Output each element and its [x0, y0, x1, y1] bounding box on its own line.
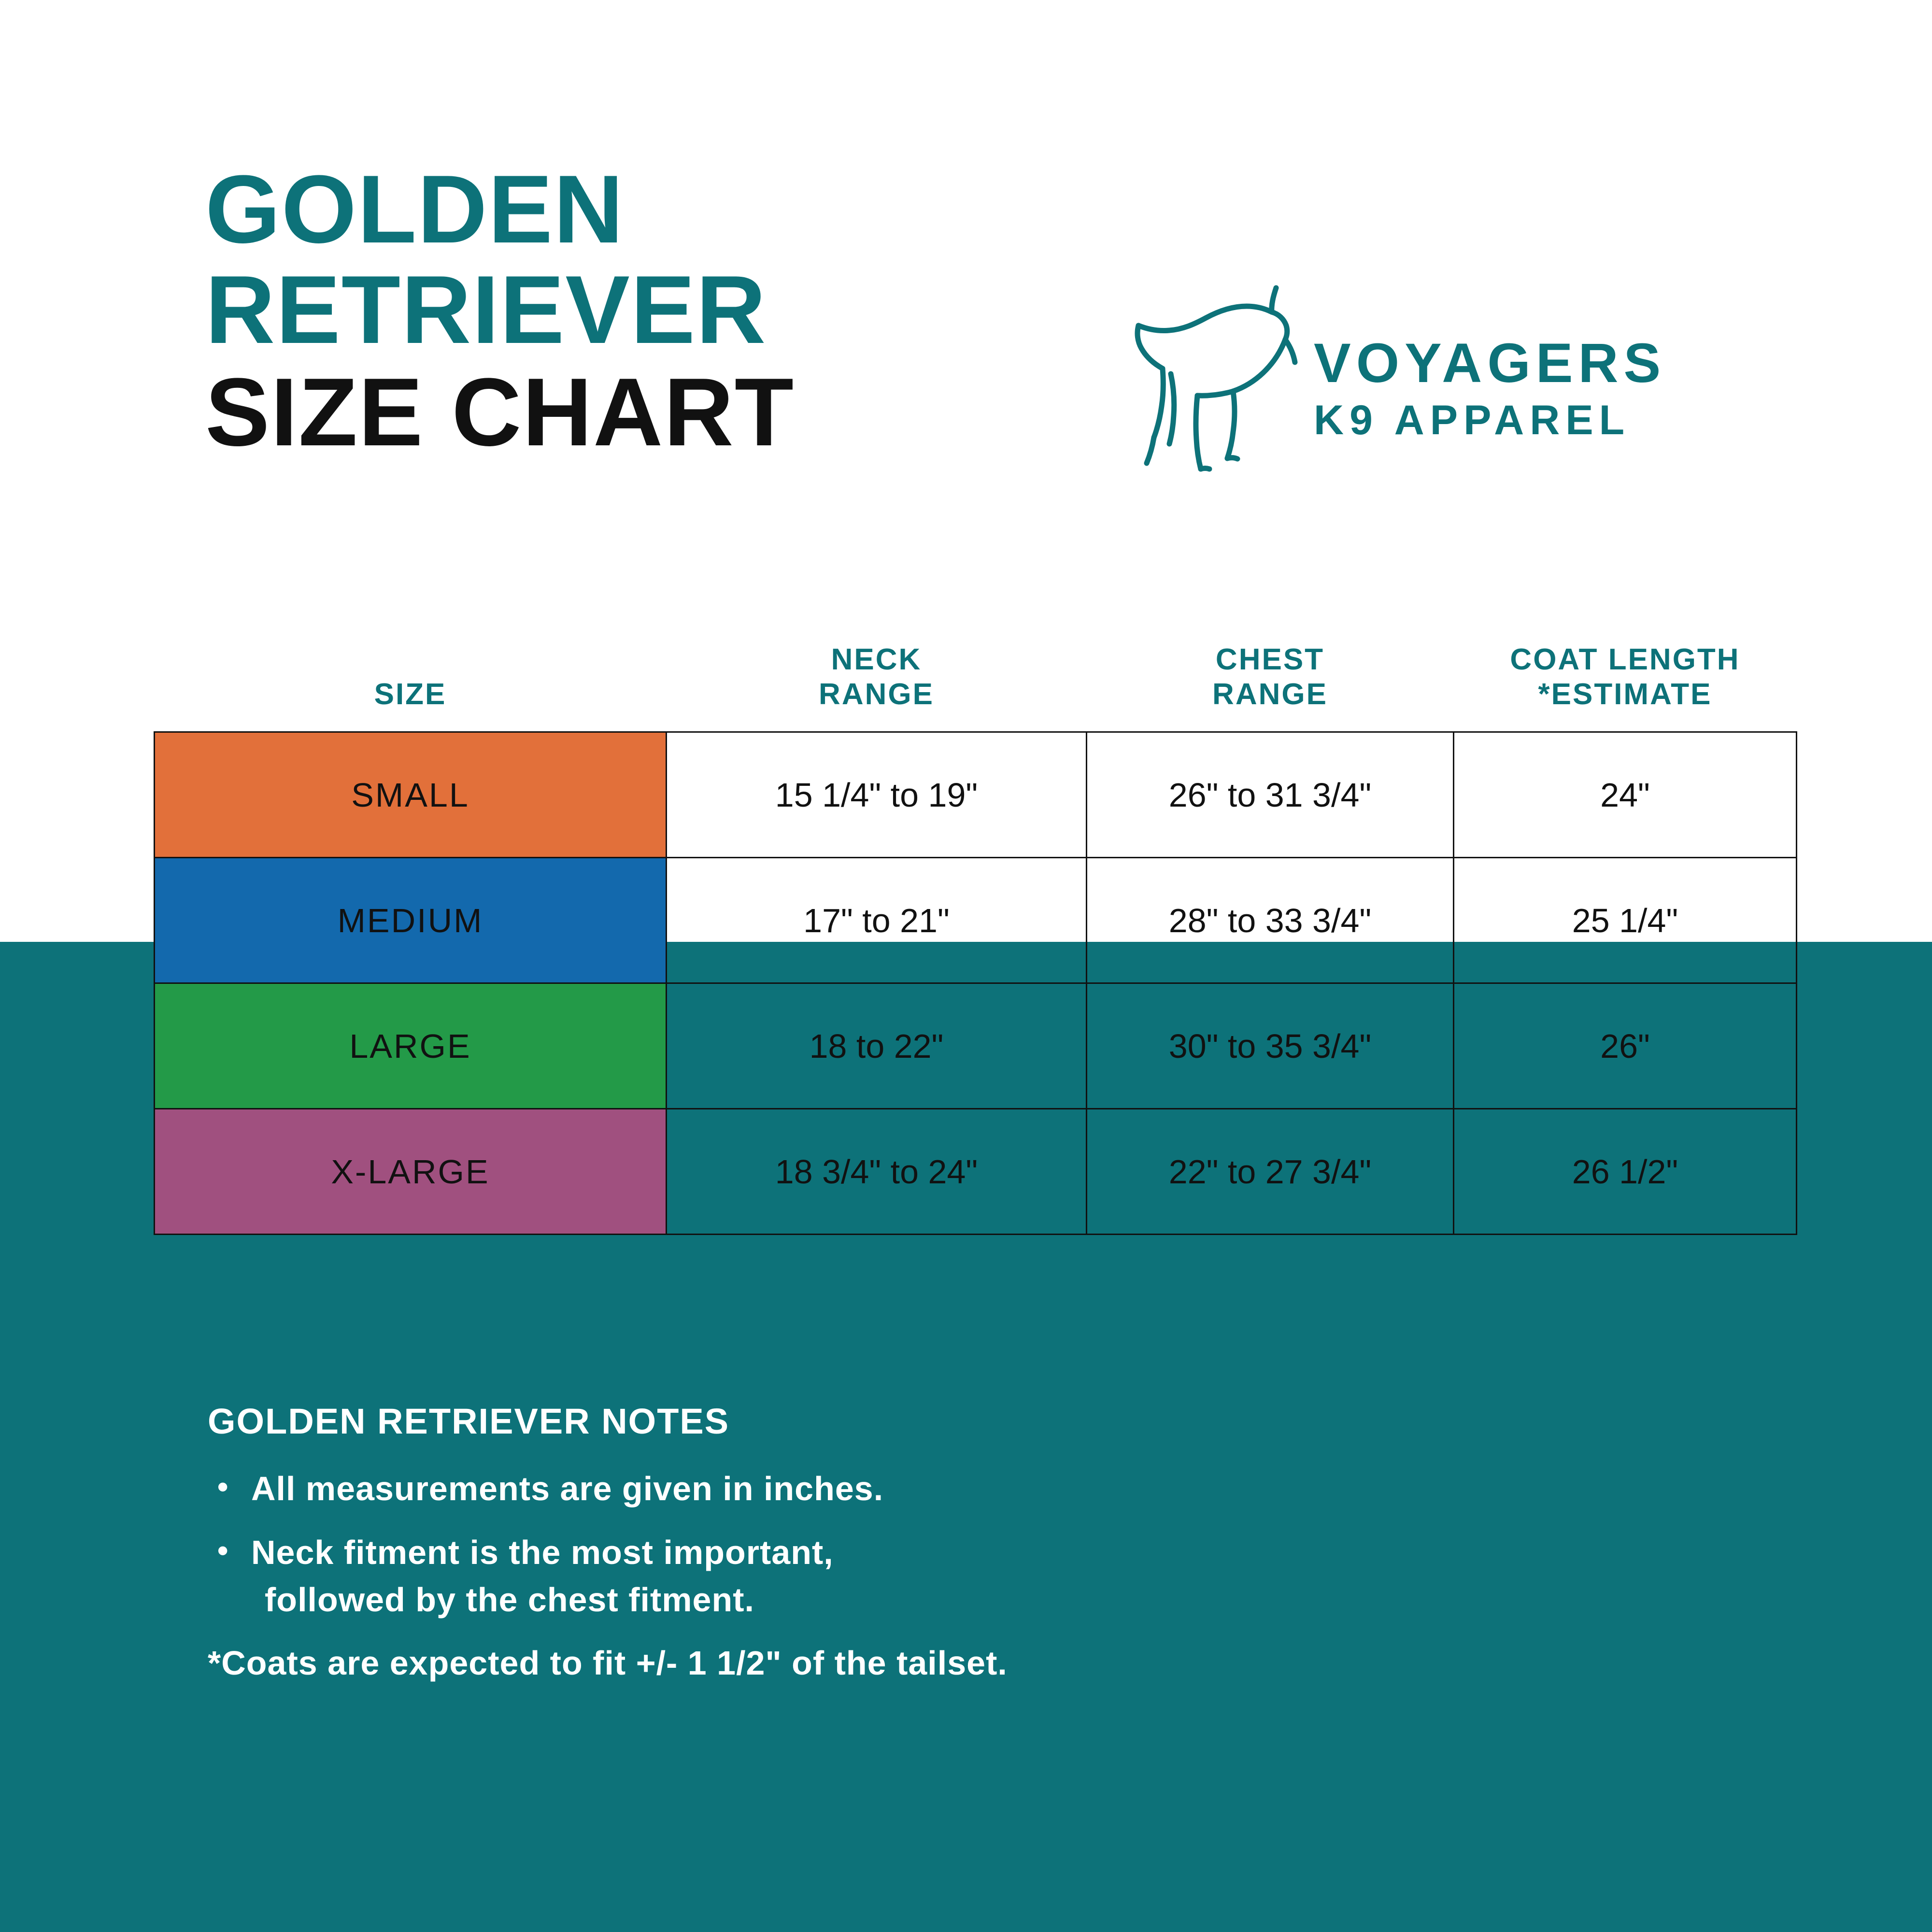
cell-neck-large: 18 to 22" — [667, 983, 1087, 1109]
table-header-row — [155, 642, 1797, 732]
cell-coat-large: 26" — [1454, 983, 1797, 1109]
column-header-coat-line1: COAT LENGTH — [1510, 643, 1740, 676]
cell-size-xlarge: X-LARGE — [155, 1109, 667, 1235]
list-item — [208, 1529, 1753, 1623]
size-chart-table-wrapper — [154, 642, 1796, 1235]
cell-chest-large: 30" to 35 3/4" — [1087, 983, 1454, 1109]
column-header-size — [155, 642, 667, 732]
column-header-neck — [667, 642, 1087, 732]
bullet-icon: • — [217, 1469, 229, 1504]
cell-coat-xlarge: 26 1/2" — [1454, 1109, 1797, 1235]
title-line-retriever: RETRIEVER — [205, 256, 767, 364]
column-header-chest-line2: RANGE — [1212, 678, 1328, 711]
column-header-neck-line1: NECK — [831, 643, 922, 676]
cell-size-small: SMALL — [155, 732, 667, 858]
table-body — [155, 732, 1797, 1235]
page-title — [205, 156, 1075, 466]
list-item — [208, 1465, 1753, 1512]
title-line-size-chart: SIZE CHART — [205, 358, 795, 466]
table-row — [155, 732, 1797, 858]
cell-neck-medium: 17" to 21" — [667, 858, 1087, 983]
cell-size-large: LARGE — [155, 983, 667, 1109]
table-row — [155, 983, 1797, 1109]
column-header-size-line1: SIZE — [374, 678, 447, 711]
cell-coat-small: 24" — [1454, 732, 1797, 858]
brand-name-k9-apparel: K9 APPAREL — [1314, 397, 1631, 443]
column-header-coat — [1454, 642, 1797, 732]
brand-name-voyagers: VOYAGERS — [1314, 332, 1666, 394]
column-header-chest-line1: CHEST — [1215, 643, 1325, 676]
notes-footer: *Coats are expected to fit +/- 1 1/2" of the tailset. — [208, 1644, 1008, 1682]
table-row — [155, 1109, 1797, 1235]
brand-wordmark — [1314, 333, 1773, 447]
notes-section — [208, 1401, 1753, 1686]
column-header-chest — [1087, 642, 1454, 732]
cell-size-medium: MEDIUM — [155, 858, 667, 983]
table-row — [155, 858, 1797, 983]
title-line-golden: GOLDEN — [205, 156, 625, 263]
header — [0, 0, 1932, 604]
cell-chest-small: 26" to 31 3/4" — [1087, 732, 1454, 858]
cell-coat-medium: 25 1/4" — [1454, 858, 1797, 983]
cell-chest-xlarge: 22" to 27 3/4" — [1087, 1109, 1454, 1235]
note-text-2-continuation: followed by the chest fitment. — [265, 1581, 754, 1619]
notes-title: GOLDEN RETRIEVER NOTES — [208, 1401, 730, 1441]
cell-neck-small: 15 1/4" to 19" — [667, 732, 1087, 858]
cell-neck-xlarge: 18 3/4" to 24" — [667, 1109, 1087, 1235]
note-text-1: All measurements are given in inches. — [251, 1470, 884, 1507]
dog-silhouette-icon — [1106, 270, 1323, 478]
column-header-coat-line2: *ESTIMATE — [1538, 678, 1712, 711]
bullet-icon: • — [217, 1533, 229, 1568]
size-chart-table — [154, 642, 1797, 1235]
cell-chest-medium: 28" to 33 3/4" — [1087, 858, 1454, 983]
note-text-2: Neck fitment is the most important, — [251, 1534, 834, 1571]
table-header — [155, 642, 1797, 732]
brand-logo — [1106, 270, 1782, 478]
column-header-neck-line2: RANGE — [819, 678, 934, 711]
